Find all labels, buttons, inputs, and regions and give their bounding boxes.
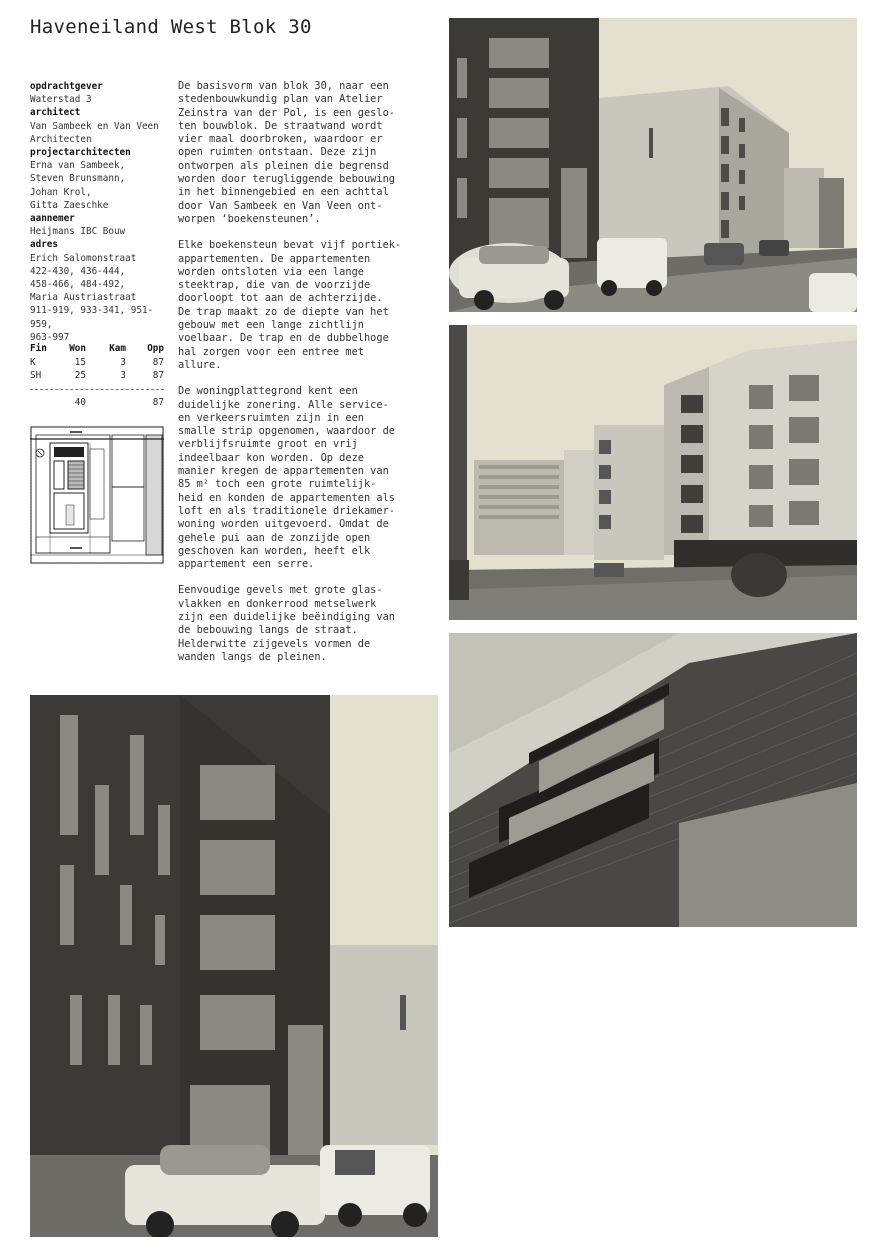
dwelling-table	[30, 342, 164, 409]
street-photo-image	[449, 18, 857, 312]
credit-value: Architecten	[30, 133, 92, 145]
credit-value: 963-997	[30, 331, 70, 343]
table-cell: 40	[74, 396, 86, 408]
table-cell: 25	[74, 370, 86, 381]
table-header	[30, 342, 164, 356]
courtyard-photo	[449, 325, 857, 620]
table-totals-row	[30, 396, 164, 410]
table-cell: 87	[152, 396, 164, 408]
table-cell: 3	[120, 356, 126, 368]
credit-value: Steven Brunsmann,	[30, 173, 126, 185]
credit-value: Waterstad 3	[30, 94, 92, 106]
table-header-cell: Fin	[30, 343, 47, 354]
project-credits	[30, 80, 170, 344]
credit-value: Gitta Zaeschke	[30, 199, 109, 211]
paragraph: De basisvorm van blok 30, naar een stedenbouwkundig plan van Atelier Zeinstra van der Pol, is een geslo- ten bouwblok. De straatwand wordt vier maal doorbroken, waardoor er open ruimten ontstaan. Deze zijn ontworpen als pleinen die begrensd worden door terugliggende bebouwing in het binnengebied en een achttal door Van Sambeek en Van Veen ont- worpen ‘boekensteunen’.	[178, 80, 395, 225]
street-large-photo	[30, 695, 438, 1237]
table-row	[30, 369, 164, 383]
credit-label: opdrachtgever	[30, 81, 103, 92]
paragraph: Elke boekensteun bevat vijf portiek- appartementen. De appartementen worden ontsloten via een lange steektrap, die van de voorzijde doorloopt tot aan de achterzijde. De trap maakt zo de diepte van het gebouw met een lange zichtlijn voelbaar. De trap en de dubbelhoge hal zorgen voor een entree met allure.	[178, 239, 402, 371]
credit-value: 911-919, 933-341, 951-959,	[30, 305, 154, 330]
table-cell: 15	[74, 356, 86, 368]
table-divider	[30, 389, 164, 396]
table-header-cell: Opp	[147, 343, 164, 354]
paragraph: Eenvoudige gevels met grote glas- vlakken en donkerrood metselwerk zijn een duidelijke beëindiging van de bebouwing langs de straat. Helderwitte zijgevels vormen de wanden langs de pleinen.	[178, 584, 395, 663]
facade-detail-photo	[449, 633, 857, 927]
table-cell	[30, 396, 60, 410]
credit-label: architect	[30, 107, 81, 119]
table-header-cell: Won	[69, 343, 86, 354]
page-title: Haveneiland West Blok 30	[30, 16, 312, 38]
credit-value: 458-466, 484-492,	[30, 279, 126, 291]
floor-plan-drawing	[30, 425, 164, 565]
credit-label: adres	[30, 239, 58, 251]
table-cell: 87	[152, 356, 164, 368]
credit-value: Van Sambeek en Van Veen	[30, 120, 159, 132]
table-row	[30, 356, 164, 370]
street-view-photo	[449, 18, 857, 312]
credit-label: aannemer	[30, 213, 75, 225]
table-cell: 87	[152, 370, 164, 381]
table-cell	[86, 396, 126, 410]
credit-label: projectarchitecten	[30, 147, 131, 159]
table-header-cell: Kam	[109, 343, 126, 354]
credit-adres	[30, 238, 170, 344]
credit-value: Heijmans IBC Bouw	[30, 226, 126, 238]
paragraph: De woningplattegrond kent een duidelijke zonering. Alle service- en verkeersruimten zijn in een smalle strip opgenomen, waardoor de verblijfsruimte groot en vrij indeelbaar kon worden. Op deze manier kregen de appartementen van 85 m² toch een grote ruimtelijk- heid en konden de appartementen als loft en als traditionele driekamer- woning worden uitgevoerd. Omdat de gehele pui aan de zonzijde open geschoven kan worden, heeft elk appartement een serre.	[178, 385, 395, 571]
credit-value: Erich Salomonstraat	[30, 252, 137, 264]
credit-opdrachtgever	[30, 80, 170, 106]
credit-value: Maria Austriastraat	[30, 292, 137, 304]
floor-plan-icon	[30, 425, 164, 565]
facade-photo-image	[449, 633, 857, 927]
credit-value: Erna van Sambeek,	[30, 160, 126, 172]
credit-value: Johan Krol,	[30, 186, 92, 198]
article-body	[178, 80, 418, 677]
street-large-photo-image	[30, 695, 438, 1237]
credit-architect	[30, 106, 170, 146]
courtyard-photo-image	[449, 325, 857, 620]
credit-aannemer	[30, 212, 170, 238]
table-cell: 3	[120, 370, 126, 381]
table-cell: SH	[30, 370, 42, 381]
credit-value: 422-430, 436-444,	[30, 265, 126, 277]
table-cell: K	[30, 356, 36, 368]
credit-projectarchitecten	[30, 146, 170, 212]
